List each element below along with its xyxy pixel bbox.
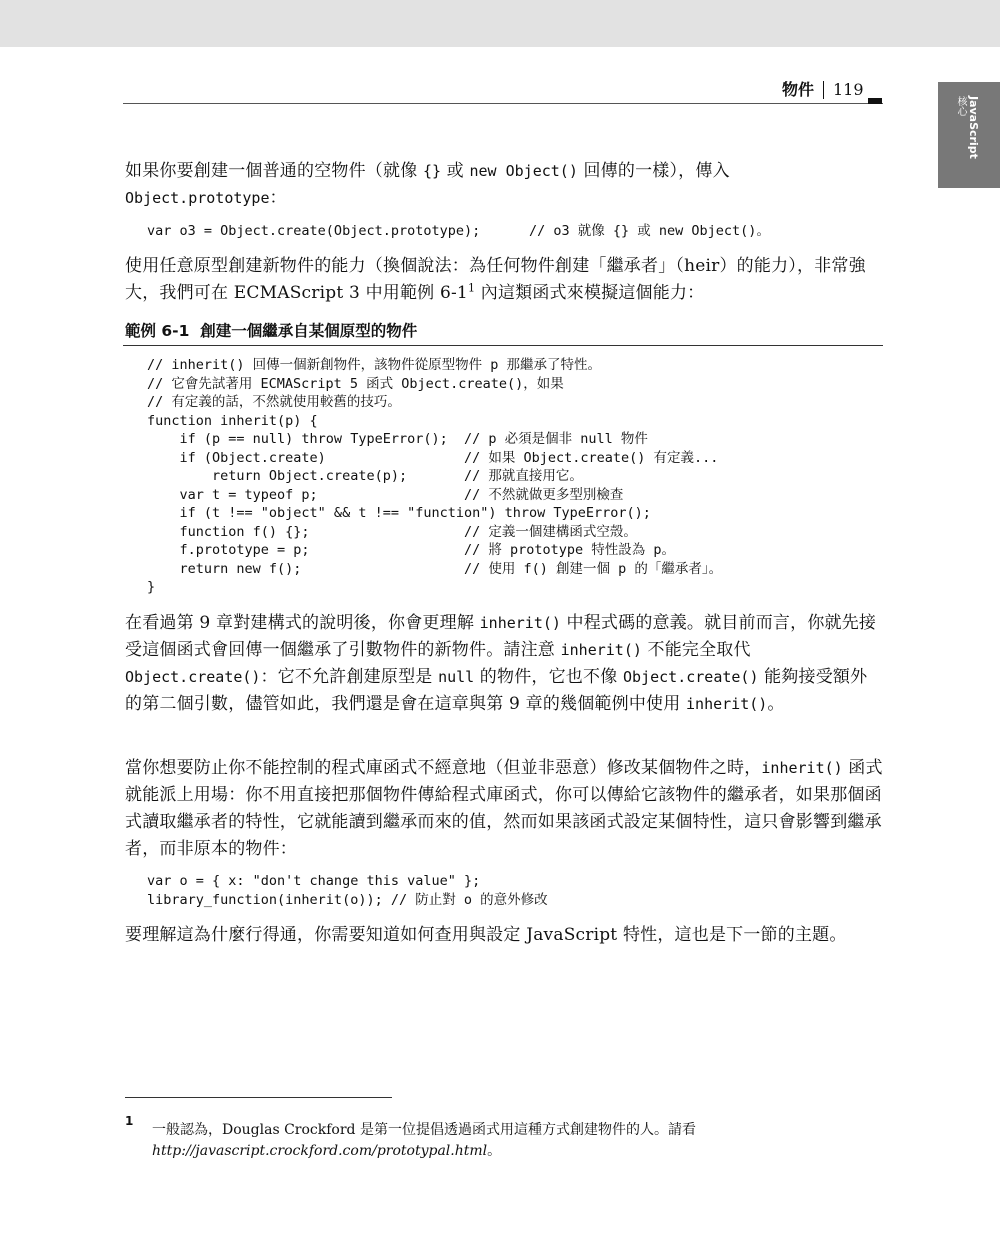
header-mark xyxy=(868,98,882,104)
page-number: 119 xyxy=(833,80,864,99)
para3-text-f: 能夠接受額外的第二個引數，儘管如此，我們還是會在這章與第 9 章的幾個範例中使用 xyxy=(125,667,868,714)
para1-code-b: new Object() xyxy=(469,162,578,180)
footnote-text xyxy=(152,1120,852,1162)
para4-text-b: 函式就能派上用場：你不用直接把那個物件傳給程式庫函式，你可以傳給它該物件的繼承者，如果那個函式讀取繼承者的特性，它就能讀到繼承而來的值，然而如果該函式設定某個特性，這只會影響到繼承者，而非原本的物件： xyxy=(125,758,883,859)
footnote-ref: 1 xyxy=(467,281,476,295)
header-rule xyxy=(123,103,883,104)
footnote-end: 。 xyxy=(487,1143,502,1159)
para4-text-a: 當你想要防止你不能控制的程式庫函式不經意地（但並非惡意）修改某個物件之時， xyxy=(125,758,762,778)
para3-code-a: inherit() xyxy=(479,614,561,632)
running-header-title: 物件 xyxy=(781,80,814,99)
para1-code-c: Object.prototype xyxy=(125,189,270,207)
para3-text-g: 。 xyxy=(767,694,785,714)
example-code: // inherit() 回傳一個新創物件，該物件從原型物件 p 那繼承了特性。 // 它會先試著用 ECMAScript 5 函式 Object.create()，如果 // 有定義的話，不然就使用較舊的技巧。 function inherit(p) { if (p == null) throw TypeError(); // p 必須是個非 null 物件 if (Object.create) // 如果 Object.create() 有定義... return Object.create(p); // 那就直接用它。 var t = typeof p; // 不然就做更多型別檢查 if (t !== "object" && t !== "function") throw TypeError(); function f() {}; // 定義一個建構函式空殼。 f.prototype = p; // 將 prototype 特性設為 p。 return new f(); // 使用 f() 創建一個 p 的「繼承者」。 } xyxy=(147,357,723,595)
paragraph-1 xyxy=(125,158,883,212)
header-separator xyxy=(823,81,824,99)
para1-text-d: ： xyxy=(269,188,287,208)
paragraph-2 xyxy=(125,253,883,307)
para2-text-a: 使用任意原型創建新物件的能力（換個說法：為任何物件創建「繼承者」（heir）的能力），非常強大，我們可在 ECMAScript 3 中用範例 6-1 xyxy=(125,256,866,303)
para1-text-c: 回傳的一樣），傳入 xyxy=(577,161,730,181)
para3-code-f: inherit() xyxy=(686,695,768,713)
footnote-number: 1 xyxy=(125,1114,134,1128)
footnote-rule xyxy=(125,1097,392,1098)
para2-text-b: 內這類函式來模擬這個能力： xyxy=(475,283,705,303)
paragraph-3 xyxy=(125,610,883,718)
para3-text-d: ：它不允許創建原型是 xyxy=(260,667,439,687)
para3-text-a: 在看過第 9 章對建構式的說明後，你會更理解 xyxy=(125,613,480,633)
code-snippet-2: var o = { x: "don't change this value" }; library_function(inherit(o)); // 防止對 o 的意外修改 xyxy=(147,873,548,908)
footnote-body: 一般認為，Douglas Crockford 是第一位提倡透過函式用這種方式創建物件的人。請看 xyxy=(152,1122,696,1138)
paragraph-5: 要理解這為什麼行得通，你需要知道如何查用與設定 JavaScript 特性，這也是下一節的主題。 xyxy=(125,925,847,945)
para3-text-e: 的物件，它也不像 xyxy=(474,667,624,687)
para1-text-a: 如果你要創建一個普通的空物件（就像 xyxy=(125,161,424,181)
para3-code-b: inherit() xyxy=(560,641,642,659)
chapter-tab-line1: JavaScript xyxy=(967,96,980,159)
paragraph-4 xyxy=(125,755,883,863)
example-rule xyxy=(123,345,883,346)
para3-code-e: Object.create() xyxy=(623,668,759,686)
example-caption: 範例 6-1 創建一個繼承自某個原型的物件 xyxy=(125,322,418,340)
para3-code-c: Object.create() xyxy=(125,668,261,686)
code-snippet-1: var o3 = Object.create(Object.prototype); // o3 就像 {} 或 new Object()。 xyxy=(147,223,770,239)
para3-text-c: 不能完全取代 xyxy=(641,640,751,660)
chapter-tab-label xyxy=(954,96,980,159)
para1-text-b: 或 xyxy=(441,161,470,181)
footnote-url: http://javascript.crockford.com/prototypal.html xyxy=(152,1143,488,1159)
para4-code-a: inherit() xyxy=(761,759,843,777)
chapter-tab-line2: 核心 xyxy=(955,96,966,116)
top-bar xyxy=(0,0,1000,47)
para1-code-a: {} xyxy=(423,162,442,180)
para3-text-b: 中程式碼的意義。就目前而言，你就先接受這個函式會回傳一個繼承了引數物件的新物件。請注意 xyxy=(125,613,877,660)
para3-code-d: null xyxy=(438,668,475,686)
